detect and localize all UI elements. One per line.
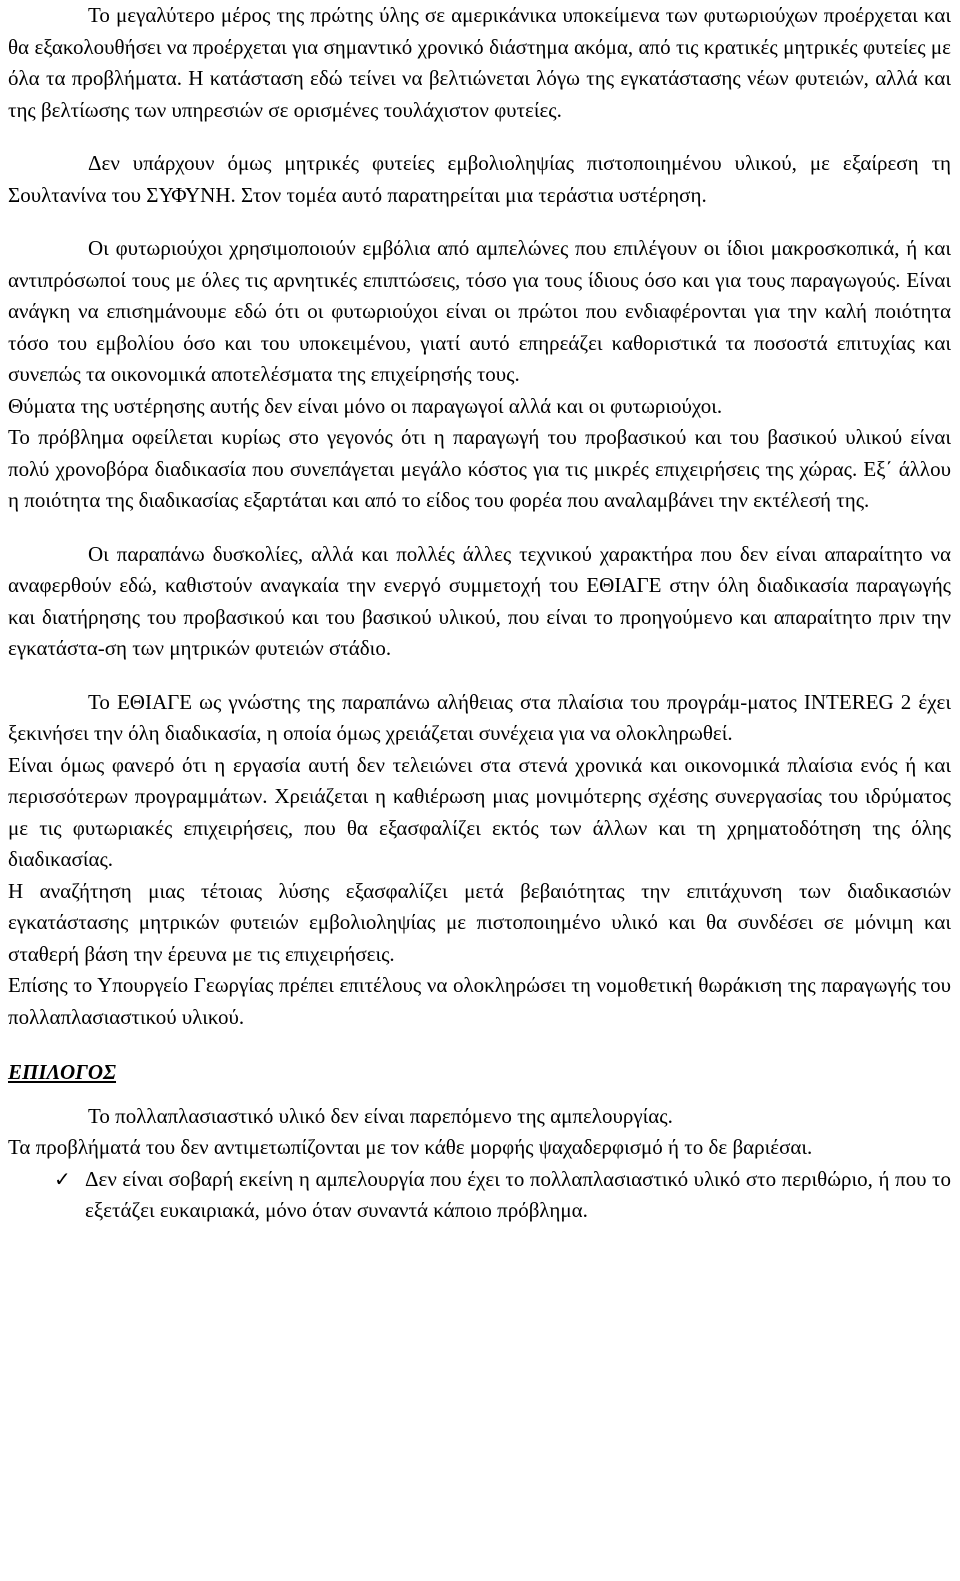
paragraph-4: Θύματα της υστέρησης αυτής δεν είναι μόνο οι παραγωγοί αλλά και οι φυτωριούχοι. [8,393,723,418]
paragraph-10: Επίσης το Υπουργείο Γεωργίας πρέπει επιτέλους να ολοκληρώσει τη νομοθετική θωράκιση της παραγωγής του πολλαπλασιαστικού υλικού. [8,973,951,1029]
paragraph-6: Οι παραπάνω δυσκολίες, αλλά και πολλές άλλες τεχνικού χαρακτήρα που δεν είναι απαραίτητο να αναφερθούν εδώ, καθιστούν αναγκαία την ενεργό συμμετοχή του ΕΘΙΑΓΕ στην όλη διαδικασία παραγωγής και διατήρησης του προβασικού και του βασικού υλικού, που είναι το προηγούμενο και απαραίτητο πριν την εγκατάστα-ση των μητρικών φυτειών στάδιο. [8,541,951,660]
epilogue-paragraph-1: Το πολλαπλασιαστικό υλικό δεν είναι παρεπόμενο της αμπελουργίας. [88,1103,673,1128]
epilogue-paragraph-2: Τα προβλήματά του δεν αντιμετωπίζονται με τον κάθε μορφής ψαχαδερφισμό ή το δε βαριέσαι. [8,1135,813,1159]
check-icon: ✓ [54,1166,71,1191]
paragraph-3: Οι φυτωριούχοι χρησιμοποιούν εμβόλια από αμπελώνες που επιλέγουν οι ίδιοι μακροσκοπικά, ή και αντιπρόσωποί τους με όλες τις αρνητικές επιπτώσεις, τόσο για τους ίδιους όσο και για τους παραγωγούς. Είναι ανάγκη να επισημάνουμε εδώ ότι οι φυτωριούχοι είναι οι πρώτοι που ενδιαφέρονται για την καλή ποιότητα τόσο του εμβολίου όσο και του υποκειμένου, γιατί αυτό επηρεάζει καθοριστικά τα ποσοστά επιτυχίας και συνεπώς τα οικονομικά αποτελέσματα της επιχείρησής τους. [8,236,951,386]
check-list-item-text: Δεν είναι σοβαρή εκείνη η αμπελουργία που έχει το πολλαπλασιαστικό υλικό στο περιθώριο, ή που το εξετάζει ευκαιριακά, μόνο όταν συναντά κάποιο πρόβλημα. [85,1166,951,1222]
paragraph-9: Η αναζήτηση μιας τέτοιας λύσης εξασφαλίζει μετά βεβαιότητας την επιτάχυνση των διαδικασιών εγκατάστασης μητρικών φυτειών εμβολιοληψίας με πιστοποιημένο υλικό και θα συνδέσει σε μόνιμη και σταθερή βάση την έρευνα με τις επιχειρήσεις. [8,878,951,966]
paragraph-1: Το μεγαλύτερο μέρος της πρώτης ύλης σε αμερικάνικα υποκείμενα των φυτωριούχων προέρχεται και θα εξακολουθήσει να προέρχεται για σημαντικό χρονικό διάστημα ακόμα, από τις κρατικές μητρικές φυτείες με όλα τα προβλήματα. Η κατάσταση εδώ τείνει να βελτιώνεται λόγω της εγκατάστασης νέων φυτειών, αλλά και της βελτίωσης των υπηρεσιών σε ορισμένες τουλάχιστον φυτείες. [8,3,951,122]
paragraph-5: Το πρόβλημα οφείλεται κυρίως στο γεγονός ότι η παραγωγή του προβασικού και του βασικού υλικού είναι πολύ χρονοβόρα διαδικασία που συνεπάγεται μεγάλο κόστος για τις μικρές επιχειρήσεις της χώρας. Εξ΄ άλλου η ποιότητα της διαδικασίας εξαρτάται και από το είδος του φορέα που αναλαμβάνει την εκτέλεσή της. [8,425,951,512]
epilogue-heading: ΕΠΙΛΟΓΟΣ [8,1060,117,1084]
paragraph-7: Το ΕΘΙΑΓΕ ως γνώστης της παραπάνω αλήθειας στα πλαίσια του προγράμ-ματος INTEREG 2 έχει ξεκινήσει την όλη διαδικασία, η οποία όμως χρειάζεται συνέχεια για να ολοκληρωθεί. [8,689,951,745]
paragraph-2: Δεν υπάρχουν όμως μητρικές φυτείες εμβολιοληψίας πιστοποιημένου υλικού, με εξαίρεση τη Σουλτανίνα του ΣΥΦΥΝΗ. Στον τομέα αυτό παρατηρείται μια τεράστια υστέρηση. [8,151,951,207]
paragraph-8: Είναι όμως φανερό ότι η εργασία αυτή δεν τελειώνει στα στενά χρονικά και οικονομικά πλαίσια ενός ή και περισσότερων προγραμμάτων. Χρειάζεται η καθιέρωση μιας μονιμότερης σχέσης συνεργασίας του ιδρύματος με τις φυτωριακές επιχειρήσεις, που θα εξασφαλίζει εκτός των άλλων και τη χρηματοδότηση της όλης διαδικασίας. [8,752,951,871]
check-list-item [8,1164,951,1227]
